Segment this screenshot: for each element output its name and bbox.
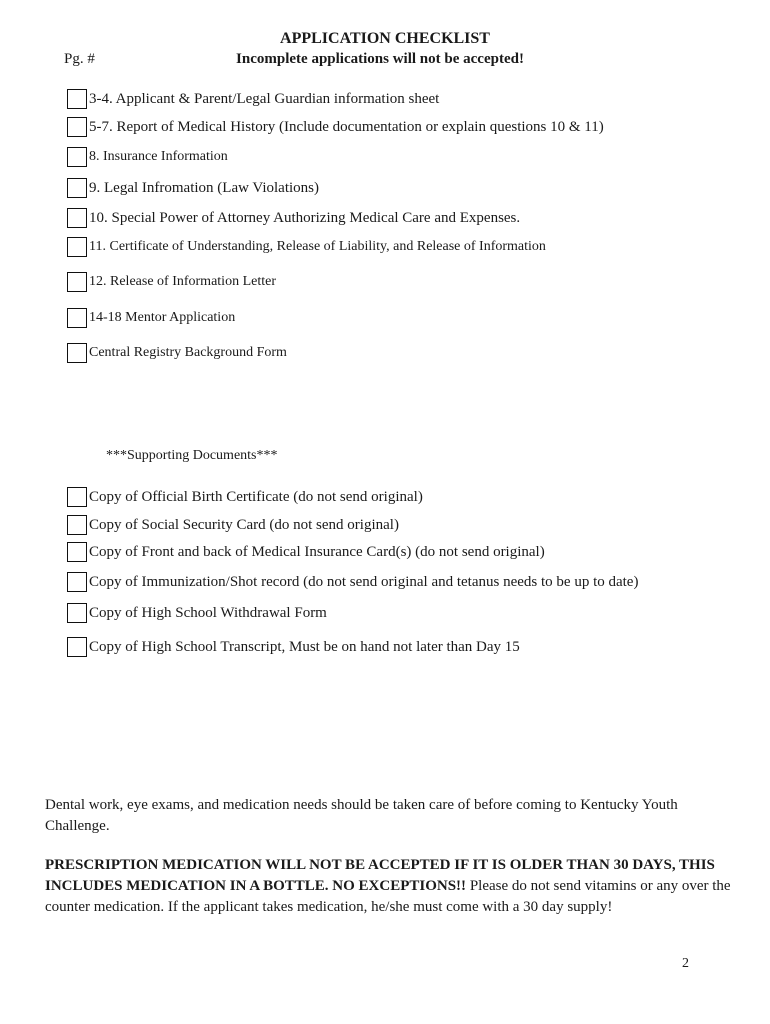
checklist-item-label: 11. Certificate of Understanding, Release of Liability, and Release of Information [89, 239, 546, 254]
supporting-item-1[interactable] [67, 485, 423, 509]
checkbox[interactable] [67, 147, 87, 167]
dental-note: Dental work, eye exams, and medication needs should be taken care of before coming to Kentucky Youth Challenge. [45, 797, 678, 834]
supporting-item-5[interactable] [67, 601, 327, 625]
checkbox[interactable] [67, 515, 87, 535]
page-ref-label: Pg. # [64, 51, 95, 67]
supporting-item-label: Copy of Immunization/Shot record (do not send original and tetanus needs to be up to date) [89, 573, 639, 590]
supporting-item-2[interactable] [67, 513, 399, 537]
prescription-warning: PRESCRIPTION MEDICATION WILL NOT BE ACCEPTED IF IT IS OLDER THAN 30 DAYS, THIS INCLUDES MEDICATION IN A BOTTLE. NO EXCEPTIONS!! [45, 857, 715, 894]
checklist-item-label: 9. Legal Infromation (Law Violations) [89, 179, 320, 196]
checkbox[interactable] [67, 487, 87, 507]
supporting-item-3[interactable] [67, 540, 545, 564]
prescription-details: Please do not send vitamins or any over the counter medication. If the applicant takes medication, he/she must come with a 30 day supply! [45, 878, 731, 915]
checklist-item-label: 12. Release of Information Letter [89, 274, 276, 289]
checklist-item-3[interactable] [67, 145, 228, 169]
checkbox[interactable] [67, 237, 87, 257]
checkbox[interactable] [67, 117, 87, 137]
checklist-item-2[interactable] [67, 115, 604, 139]
checklist-item-label: 10. Special Power of Attorney Authorizing Medical Care and Expenses. [89, 209, 521, 226]
checklist-item-4[interactable] [67, 176, 319, 200]
checkbox[interactable] [67, 343, 87, 363]
checklist-item-label: 14-18 Mentor Application [89, 310, 236, 325]
checklist-item-6[interactable] [67, 235, 546, 259]
checkbox[interactable] [67, 308, 87, 328]
checkbox[interactable] [67, 178, 87, 198]
checklist-item-label: 3-4. Applicant & Parent/Legal Guardian information sheet [89, 90, 440, 107]
checkbox[interactable] [67, 637, 87, 657]
checklist-item-1[interactable] [67, 87, 439, 111]
supporting-item-label: Copy of Social Security Card (do not send original) [89, 516, 399, 533]
supporting-item-label: Copy of Front and back of Medical Insurance Card(s) (do not send original) [89, 543, 545, 560]
checkbox[interactable] [67, 572, 87, 592]
checklist-item-label: 5-7. Report of Medical History (Include documentation or explain questions 10 & 11) [89, 118, 604, 135]
checkbox[interactable] [67, 272, 87, 292]
supporting-item-label: Copy of High School Withdrawal Form [89, 604, 327, 621]
checklist-item-label: Central Registry Background Form [89, 345, 287, 360]
page-number: 2 [682, 956, 689, 971]
checkbox[interactable] [67, 603, 87, 623]
supporting-item-label: Copy of High School Transcript, Must be on hand not later than Day 15 [89, 638, 520, 655]
checklist-item-5[interactable] [67, 206, 520, 230]
checkbox[interactable] [67, 208, 87, 228]
checklist-item-label: 8. Insurance Information [89, 149, 228, 164]
checkbox[interactable] [67, 542, 87, 562]
checklist-item-8[interactable] [67, 306, 235, 330]
supporting-item-label: Copy of Official Birth Certificate (do not send original) [89, 488, 423, 505]
supporting-docs-heading: ***Supporting Documents*** [106, 448, 278, 463]
checkbox[interactable] [67, 89, 87, 109]
checklist-item-7[interactable] [67, 270, 276, 294]
prescription-note [45, 855, 745, 918]
supporting-item-4[interactable] [67, 570, 638, 594]
page-title: APPLICATION CHECKLIST [280, 30, 490, 47]
supporting-item-6[interactable] [67, 635, 520, 659]
checklist-item-9[interactable] [67, 341, 287, 365]
page-subtitle: Incomplete applications will not be accepted! [236, 51, 524, 67]
